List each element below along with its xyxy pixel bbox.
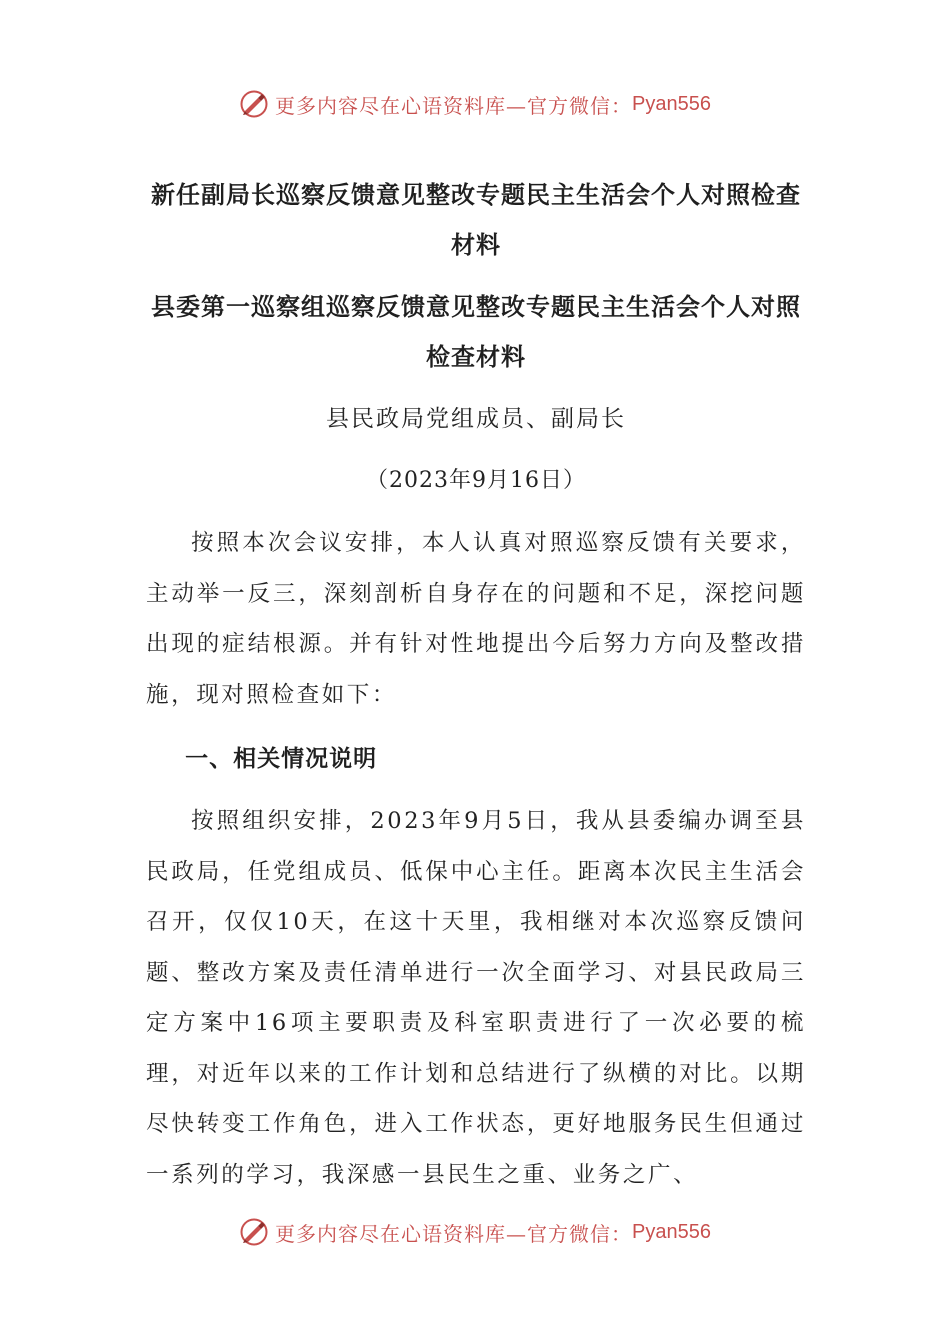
- pen-logo-icon: [239, 89, 269, 119]
- header-watermark-banner: [0, 84, 950, 124]
- banner-text: 更多内容尽在心语资料库—官方微信：: [275, 1221, 633, 1246]
- author-line: 县民政局党组成员、副局长: [326, 406, 626, 432]
- document-body: [146, 170, 806, 1200]
- pen-logo-icon: [239, 1217, 269, 1247]
- banner-wechat-id: Pyan556: [632, 1220, 711, 1243]
- intro-paragraph: 按照本次会议安排，本人认真对照巡察反馈有关要求，主动举一反三，深刻剖析自身存在的问题和不足，深挖问题出现的症结根源。并有针对性地提出今后努力方向及整改措施，现对照检查如下：: [146, 530, 806, 708]
- banner-wechat-id: Pyan556: [632, 92, 711, 115]
- document-subtitle: 县委第一巡察组巡察反馈意见整改专题民主生活会个人对照检查材料: [151, 293, 801, 371]
- footer-watermark-banner: [0, 1212, 950, 1252]
- section-paragraph: 按照组织安排，2023年9月5日，我从县委编办调至县民政局，任党组成员、低保中心主任。距离本次民主生活会召开，仅仅10天，在这十天里，我相继对本次巡察反馈问题、整改方案及责任清单进行一次全面学习、对县民政局三定方案中16项主要职责及科室职责进行了一次必要的梳理，对近年以来的工作计划和总结进行了纵横的对比。以期尽快转变工作角色，进入工作状态，更好地服务民生但通过一系列的学习，我深感一县民生之重、业务之广、: [146, 808, 806, 1188]
- document-title: 新任副局长巡察反馈意见整改专题民主生活会个人对照检查材料: [151, 181, 801, 259]
- banner-text: 更多内容尽在心语资料库—官方微信：: [275, 93, 633, 118]
- date-line: （2023年9月16日）: [366, 468, 586, 493]
- section-heading: 一、相关情况说明: [185, 746, 378, 772]
